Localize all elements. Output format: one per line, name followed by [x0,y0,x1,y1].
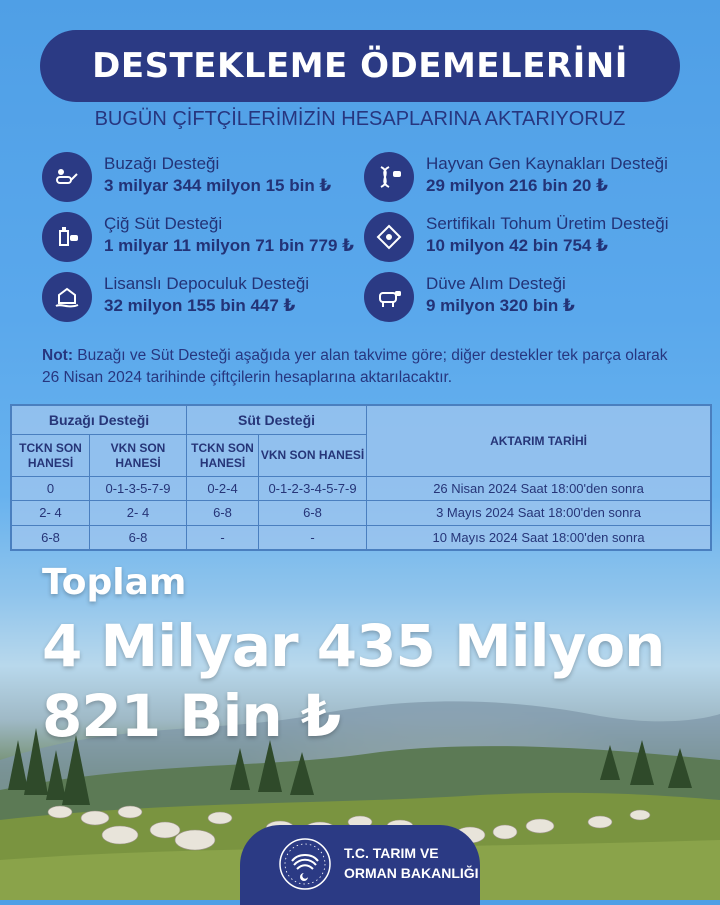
page-title: DESTEKLEME ÖDEMELERİNİ [92,46,628,86]
support-label: Lisanslı Depoculuk Desteği [104,274,310,293]
note-text: Buzağı ve Süt Desteği aşağıda yer alan takvime göre; diğer destekler tek parça olarak 26 Nisan 2024 tarihinde çiftçilerin hesaplarına aktarılacaktır. [42,347,668,386]
cell: 10 Mayıs 2024 Saat 18:00'den sonra [367,525,711,549]
total-label: Toplam [42,562,187,603]
ministry-name-line2: ORMAN BAKANLIĞI [344,865,479,881]
seed-bag-icon [364,212,414,262]
support-item-lisansli-depoculuk [42,272,372,326]
support-item-hayvan-gen [364,152,694,206]
dna-cow-icon [364,152,414,202]
support-amount: 3 milyar 344 milyon 15 bin ₺ [104,176,332,195]
support-label: Çiğ Süt Desteği [104,214,223,233]
cell: 6-8 [90,525,187,549]
support-amount: 1 milyar 11 milyon 71 bin 779 ₺ [104,236,354,255]
header-vkn: VKN SON HANESİ [259,435,367,477]
payment-note [42,345,682,389]
cell: 3 Mayıs 2024 Saat 18:00'den sonra [367,501,711,525]
page-subtitle: BUGÜN ÇİFTÇİLERİMİZİN HESAPLARINA AKTARIYORUZ [94,108,626,130]
total-amount-line2: 821 Bin ₺ [42,682,341,750]
table-row [12,525,711,549]
cell: - [187,525,259,549]
cell: 6-8 [259,501,367,525]
cell: 0-1-2-3-4-5-7-9 [259,477,367,501]
header-tckn: TCKN SON HANESİ [187,435,259,477]
cell: 2- 4 [12,501,90,525]
header-vkn: VKN SON HANESİ [90,435,187,477]
support-amount: 10 milyon 42 bin 754 ₺ [426,236,608,255]
cell: 6-8 [12,525,90,549]
heifer-icon [364,272,414,322]
support-label: Düve Alım Desteği [426,274,566,293]
ministry-emblem-icon [278,837,332,891]
support-label: Sertifikalı Tohum Üretim Desteği [426,214,669,233]
ministry-logo [240,825,480,905]
table-row [12,477,711,501]
support-amount: 9 milyon 320 bin ₺ [426,296,575,315]
total-amount-line1: 4 Milyar 435 Milyon [42,612,665,680]
warehouse-hand-icon [42,272,92,322]
support-item-duve-alim [364,272,694,326]
note-prefix: Not: [42,347,73,364]
header-aktarim-tarihi: AKTARIM TARİHİ [367,406,711,477]
support-item-sertifikali-tohum [364,212,694,266]
milk-can-icon [42,212,92,262]
header-tckn: TCKN SON HANESİ [12,435,90,477]
cell: 26 Nisan 2024 Saat 18:00'den sonra [367,477,711,501]
support-amount: 32 milyon 155 bin 447 ₺ [104,296,296,315]
support-label: Hayvan Gen Kaynakları Desteği [426,154,668,173]
ministry-name-line1: T.C. TARIM VE [344,845,439,861]
cell: 0-2-4 [187,477,259,501]
title-banner [40,30,680,102]
calf-bottle-icon [42,152,92,202]
header-buzagi: Buzağı Desteği [12,406,187,435]
support-label: Buzağı Desteği [104,154,220,173]
cell: 0 [12,477,90,501]
header-sut: Süt Desteği [187,406,367,435]
cell: 6-8 [187,501,259,525]
cell: 0-1-3-5-7-9 [90,477,187,501]
cell: 2- 4 [90,501,187,525]
table-row [12,501,711,525]
schedule-table [10,404,712,551]
support-item-buzagi [42,152,372,206]
support-amount: 29 milyon 216 bin 20 ₺ [426,176,608,195]
cell: - [259,525,367,549]
support-item-cig-sut [42,212,372,266]
